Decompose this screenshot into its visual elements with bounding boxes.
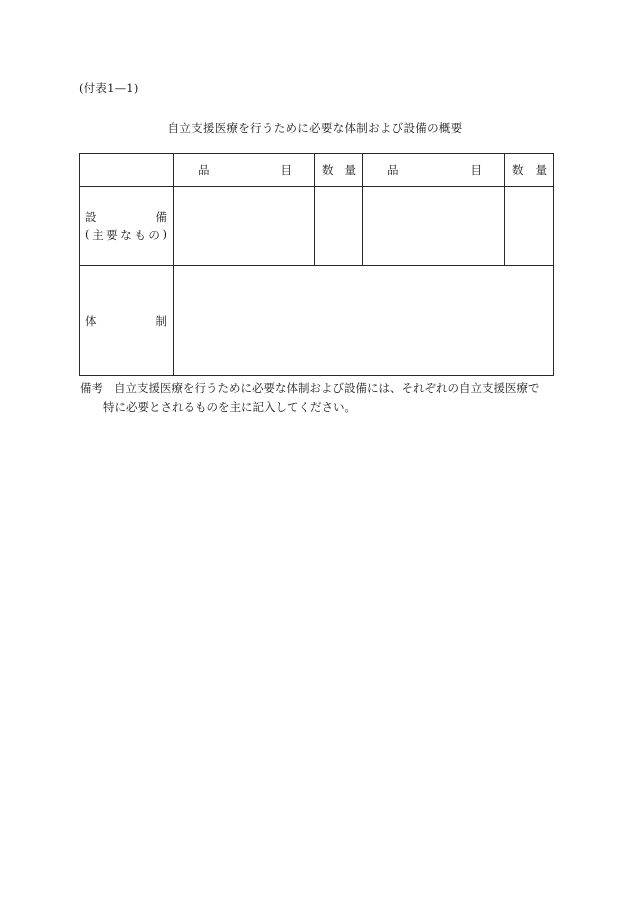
header-quantity-char: 数: [512, 163, 524, 177]
remarks-note: [80, 379, 560, 417]
header-item-char: 品: [198, 163, 210, 177]
equipment-item-left-input[interactable]: [174, 187, 315, 266]
equipment-quantity-right-input[interactable]: [505, 187, 554, 266]
equipment-label-char: 設: [85, 210, 97, 224]
header-quantity-left: [315, 154, 363, 187]
header-item-char: 品: [387, 163, 399, 177]
system-label-char: 体: [85, 313, 97, 328]
equipment-item-right-input[interactable]: [363, 187, 505, 266]
equipment-sub-char: な: [120, 228, 132, 242]
facility-form-table: [79, 153, 554, 376]
remarks-label: 備考: [80, 381, 103, 395]
form-number-label: (付表1—1): [79, 81, 139, 95]
equipment-sub-char: の: [148, 228, 160, 242]
equipment-sub-char: も: [134, 228, 146, 242]
header-quantity-char: 数: [322, 163, 334, 177]
equipment-quantity-left-input[interactable]: [315, 187, 363, 266]
system-label-char: 制: [155, 313, 167, 328]
equipment-sub-char: 主: [92, 228, 104, 242]
equipment-label-char: 備: [155, 210, 167, 224]
equipment-row: [80, 187, 554, 266]
document-title: 自立支援医療を行うために必要な体制および設備の概要: [167, 121, 463, 135]
header-blank-cell: [80, 154, 174, 187]
system-label-cell: [80, 266, 174, 376]
equipment-sub-char: 要: [106, 228, 118, 242]
header-item-right: [363, 154, 505, 187]
header-quantity-char: 量: [535, 163, 547, 177]
table-header-row: [80, 154, 554, 187]
header-item-char: 目: [470, 163, 482, 177]
equipment-label-cell: [80, 187, 174, 266]
remarks-line-1: 自立支援医療を行うために必要な体制および設備には、それぞれの自立支援医療で: [114, 381, 540, 395]
header-item-char: 目: [280, 163, 292, 177]
system-description-input[interactable]: [174, 266, 554, 376]
header-item-left: [174, 154, 315, 187]
equipment-sub-paren: ): [162, 227, 167, 241]
system-row: [80, 266, 554, 376]
header-quantity-right: [505, 154, 554, 187]
remarks-line-2: 特に必要とされるものを主に記入してください。: [103, 400, 356, 414]
equipment-sub-paren: (: [85, 227, 90, 241]
header-quantity-char: 量: [344, 163, 356, 177]
